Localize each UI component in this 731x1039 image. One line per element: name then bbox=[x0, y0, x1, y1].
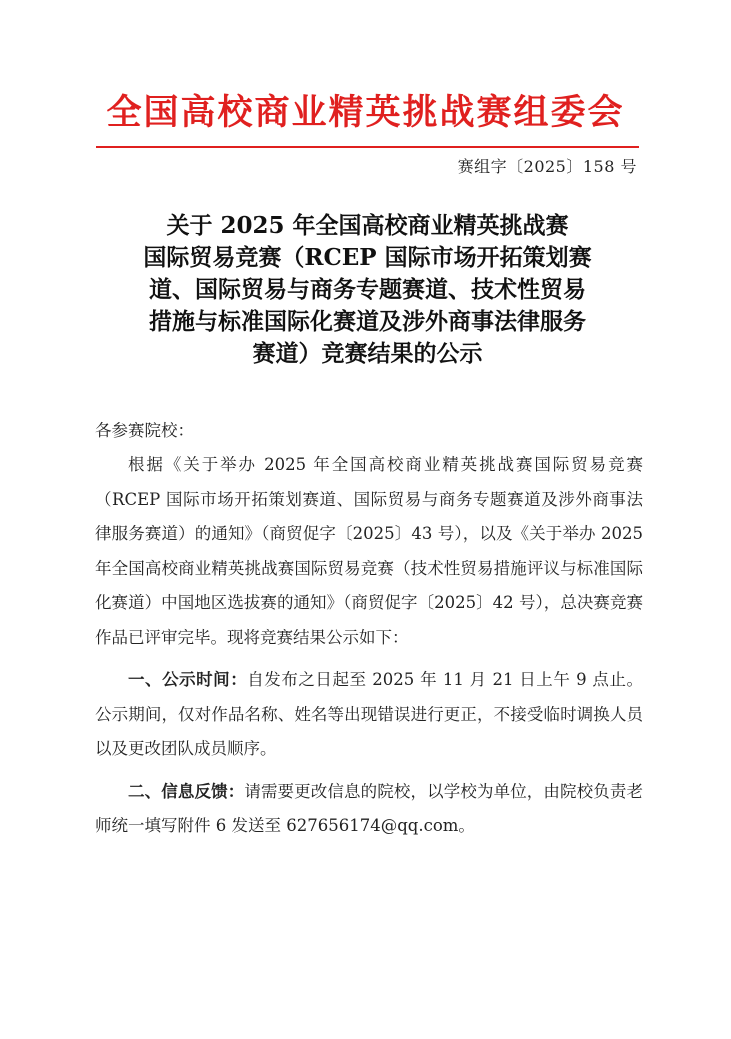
document-body bbox=[95, 414, 643, 844]
headline-line-3: 道、国际贸易与商务专题赛道、技术性贸易 bbox=[149, 276, 586, 303]
headline-line-4: 措施与标准国际化赛道及涉外商事法律服务 bbox=[149, 308, 586, 335]
organization-title: 全国高校商业精英挑战赛组委会 bbox=[106, 93, 625, 133]
headline-line-5: 赛道）竞赛结果的公示 bbox=[252, 340, 483, 367]
intro-paragraph: 根据《关于举办 2025 年全国高校商业精英挑战赛国际贸易竞赛（RCEP 国际市场开拓策划赛道、国际贸易与商务专题赛道及涉外商事法律服务赛道）的通知》（商贸促字〔2025〕43 号），以及《关于举办 2025 年全国高校商业精英挑战赛国际贸易竞赛（技术性贸易措施评议与标准国际化赛道）中国地区选拔赛的通知》（商贸促字〔2025〕42 号），总决赛竞赛作品已评审完毕。现将竞赛结果公示如下： bbox=[95, 455, 643, 647]
section-2-text: 请需要更改信息的院校，以学校为单位，由院校负责老师统一填写附件 6 发送至 627656174@qq.com。 bbox=[95, 781, 644, 835]
headline-line-1: 关于 2025 年全国高校商业精英挑战赛 bbox=[166, 212, 569, 239]
section-feedback bbox=[95, 775, 643, 844]
document-number: 赛组字〔2025〕158 号 bbox=[457, 157, 637, 176]
section-2-label: 二、信息反馈： bbox=[128, 781, 245, 801]
section-1-text: 自发布之日起至 2025 年 11 月 21 日上午 9 点止。公示期间，仅对作品名称、姓名等出现错误进行更正，不接受临时调换人员以及更改团队成员顺序。 bbox=[95, 670, 643, 758]
red-divider-line bbox=[96, 146, 639, 148]
section-1-label: 一、公示时间： bbox=[128, 670, 248, 689]
document-headline bbox=[100, 210, 635, 370]
salutation: 各参赛院校： bbox=[95, 421, 194, 440]
section-publicity-period bbox=[95, 663, 643, 767]
headline-line-2: 国际贸易竞赛（RCEP 国际市场开拓策划赛 bbox=[143, 244, 592, 271]
